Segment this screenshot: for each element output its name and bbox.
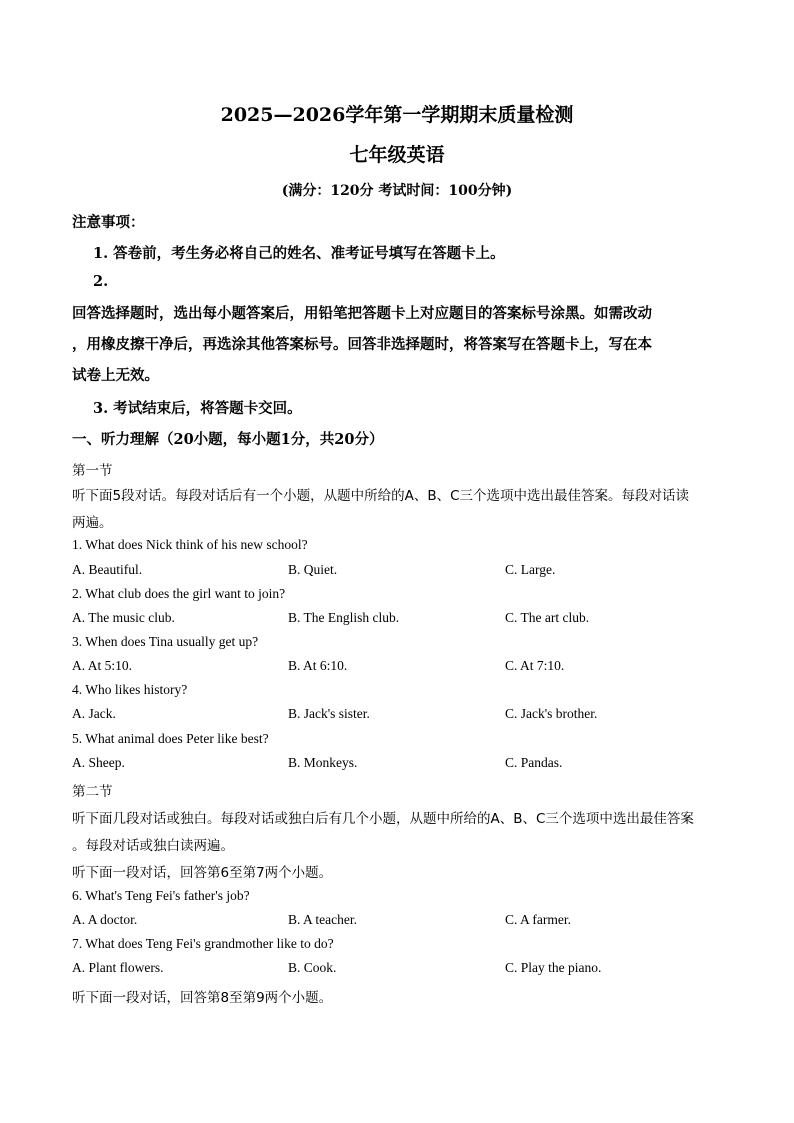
exam-info: (满分：120分 考试时间：100分钟) xyxy=(281,183,513,199)
question-5-option-b: B. Monkeys. xyxy=(288,755,358,770)
question-1-option-c: C. Large. xyxy=(505,562,556,577)
question-7-option-c: C. Play the piano. xyxy=(505,960,602,975)
notice-item-2-line-2: ，用橡皮擦干净后，再选涂其他答案标号。回答非选择题时，将答案写在答题卡上，写在本 xyxy=(72,336,652,353)
question-1: 1. What does Nick think of his new school? xyxy=(72,537,308,552)
question-5-option-c: C. Pandas. xyxy=(505,755,563,770)
part-2-group-2-intro: 听下面一段对话，回答第8至第9两个小题。 xyxy=(72,990,333,1006)
question-5: 5. What animal does Peter like best? xyxy=(72,731,269,746)
question-4-option-b: B. Jack's sister. xyxy=(288,706,370,721)
question-2-option-a: A. The music club. xyxy=(72,610,175,625)
question-3-option-b: B. At 6:10. xyxy=(288,658,348,673)
question-3-option-c: C. At 7:10. xyxy=(505,658,565,673)
question-7-option-a: A. Plant flowers. xyxy=(72,960,164,975)
question-2-option-c: C. The art club. xyxy=(505,610,590,625)
question-3-option-a: A. At 5:10. xyxy=(72,658,133,673)
question-4: 4. Who likes history? xyxy=(72,682,188,697)
part-2-group-1-intro: 听下面一段对话，回答第6至第7两个小题。 xyxy=(72,865,333,881)
question-6-option-b: B. A teacher. xyxy=(288,912,357,927)
notice-item-1: 1. 答卷前，考生务必将自己的姓名、准考证号填写在答题卡上。 xyxy=(93,245,505,262)
question-7: 7. What does Teng Fei's grandmother like to do? xyxy=(72,936,334,951)
question-6-option-c: C. A farmer. xyxy=(505,912,571,927)
part-2-instruction-line-1: 听下面几段对话或独白。每段对话或独白后有几个小题，从题中所给的A、B、C三个选项中选出最佳答案 xyxy=(72,811,694,827)
question-1-option-a: A. Beautiful. xyxy=(72,562,143,577)
part-1-label: 第一节 xyxy=(72,463,113,479)
question-6: 6. What's Teng Fei's father's job? xyxy=(72,888,250,903)
notice-heading: 注意事项： xyxy=(72,214,145,231)
question-2-option-b: B. The English club. xyxy=(288,610,400,625)
question-5-option-a: A. Sheep. xyxy=(72,755,125,770)
notice-item-2-line-1: 回答选择题时，选出每小题答案后，用铅笔把答题卡上对应题目的答案标号涂黑。如需改动 xyxy=(72,305,652,322)
question-4-option-a: A. Jack. xyxy=(72,706,116,721)
notice-item-2-line-3: 试卷上无效。 xyxy=(72,367,159,384)
question-1-option-b: B. Quiet. xyxy=(288,562,338,577)
exam-subject: 七年级英语 xyxy=(349,144,445,166)
part-2-label: 第二节 xyxy=(72,784,113,800)
part-1-instruction-line-1: 听下面5段对话。每段对话后有一个小题，从题中所给的A、B、C三个选项中选出最佳答案。每段对话读 xyxy=(72,488,690,504)
part-1-instruction-line-2: 两遍。 xyxy=(72,515,113,531)
question-3: 3. When does Tina usually get up? xyxy=(72,634,259,649)
part-2-instruction-line-2: 。每段对话或独白读两遍。 xyxy=(72,838,234,854)
notice-item-3: 3. 考试结束后，将答题卡交回。 xyxy=(93,400,302,417)
question-7-option-b: B. Cook. xyxy=(288,960,337,975)
question-4-option-c: C. Jack's brother. xyxy=(505,706,598,721)
section-1-heading: 一、听力理解（20小题，每小题1分，共20分） xyxy=(72,431,384,448)
question-2: 2. What club does the girl want to join? xyxy=(72,586,286,601)
notice-item-2-number: 2. xyxy=(93,273,109,290)
exam-title: 2025—2026学年第一学期期末质量检测 xyxy=(220,104,574,126)
question-6-option-a: A. A doctor. xyxy=(72,912,138,927)
